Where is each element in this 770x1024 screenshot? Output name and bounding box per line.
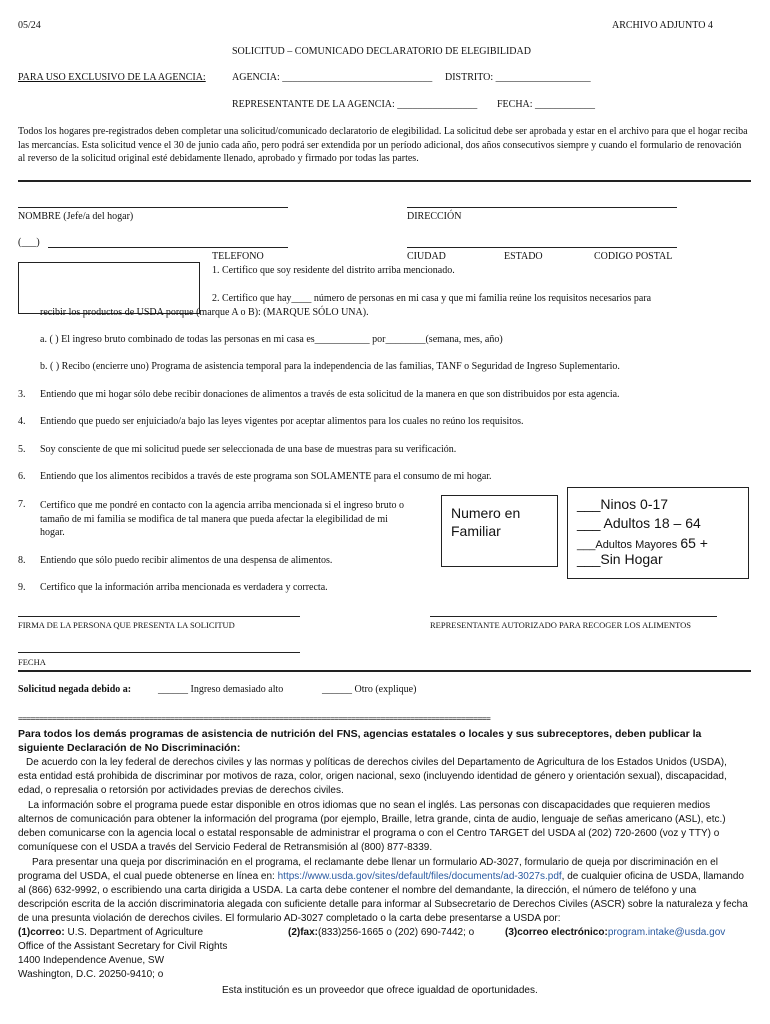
item-8: Entiendo que sólo puedo recibir alimentos de una despensa de alimentos. bbox=[40, 555, 333, 566]
item-7-number: 7. bbox=[18, 499, 26, 510]
date-label: FECHA bbox=[18, 657, 46, 667]
item-4: Entiendo que puedo ser enjuiciado/a bajo las leyes vigentes por aceptar alimentos para los cuales no reúno los requisitos. bbox=[40, 416, 524, 427]
attachment-label: ARCHIVO ADJUNTO 4 bbox=[612, 20, 713, 31]
item-9: Certifico que la información arriba mencionada es verdadera y correcta. bbox=[40, 582, 328, 593]
item-1: 1. Certifico que soy residente del distrito arriba mencionado. bbox=[212, 265, 455, 276]
separator: ================================================================================================================ bbox=[18, 714, 491, 723]
item-5: Soy consciente de que mi solicitud puede ser seleccionada de una base de muestras para su verificación. bbox=[40, 444, 457, 455]
nondiscrimination-heading: Para todos los demás programas de asistencia de nutrición del FNS, agencias estatales o locales y sus subreceptores, deben publicar la siguiente Declaración de No Discriminación: bbox=[18, 728, 702, 754]
item-3: Entiendo que mi hogar sólo debe recibir donaciones de alimentos a través de esta solicitud de la manera en que son distribuidos por esta agencia. bbox=[40, 389, 620, 400]
applicant-signature-line[interactable] bbox=[18, 616, 300, 617]
authorized-rep-label: REPRESENTANTE AUTORIZADO PARA RECOGER LOS ALIMENTOS bbox=[430, 620, 692, 630]
item-6: Entiendo que los alimentos recibidos a través de este programa son SOLAMENTE para el consumo de mi hogar. bbox=[40, 471, 492, 482]
mail-label: (1)correo: bbox=[18, 927, 65, 938]
nondiscrimination-p1: De acuerdo con la ley federal de derechos civiles y las normas y políticas de derechos civiles del Departamento de Agricultura de los Estados Unidos (USDA), esta entidad está prohibida de discriminar por motivos de raza, color, origen nacional, sexo (incluyendo identidad de género y orientación sexual), discapacidad, edad, o represalia o retorsión por actividades previas de derechos civiles. bbox=[18, 757, 727, 796]
children-count[interactable]: ___Ninos 0-17 bbox=[577, 496, 669, 512]
seniors-label: ___Adultos Mayores bbox=[577, 539, 678, 551]
divider bbox=[18, 180, 751, 182]
item-2-continued: recibir los productos de USDA porque (marque A o B): (MARQUE SÓLO UNA). bbox=[40, 307, 369, 318]
item-3-number: 3. bbox=[18, 389, 26, 400]
p3-text-end: , de cualquier oficina de USDA, llamando al (866) 632-9992, o escribiendo una carta dirigida a USDA. La carta debe contener el nombre del demandante, la dirección, el número de teléfono y una descripción escrita de la acción discriminatoria alegada con suficiente detalle para informar al Subsecretario de Derechos Civiles (ASCR) sobre la naturaleza y fecha de una presunta violación de derechos civiles. El formulario AD-3027 completado o la carta debe presentarse a USDA por: bbox=[18, 871, 748, 924]
item-8-number: 8. bbox=[18, 555, 26, 566]
state-label: ESTADO bbox=[504, 251, 543, 262]
phone-area-code[interactable]: (___) bbox=[18, 237, 40, 248]
item-9-number: 9. bbox=[18, 582, 26, 593]
agency-date-field[interactable]: FECHA: ____________ bbox=[497, 99, 596, 110]
agency-use-label: PARA USO EXCLUSIVO DE LA AGENCIA: bbox=[18, 72, 206, 83]
ad-3027-link[interactable]: https://www.usda.gov/sites/default/files/documents/ad-3027s.pdf bbox=[277, 871, 562, 882]
item-4-number: 4. bbox=[18, 416, 26, 427]
email-line bbox=[505, 927, 725, 938]
mail-address-line1: U.S. Department of Agriculture bbox=[64, 927, 204, 938]
family-count-label-line2: Familiar bbox=[451, 523, 501, 539]
seniors-age: 65 + bbox=[680, 535, 708, 551]
equal-opportunity-footer: Esta institución es un proveedor que ofrece igualdad de oportunidades. bbox=[222, 985, 538, 996]
address-label: DIRECCIÓN bbox=[407, 211, 462, 222]
nondiscrimination-p3 bbox=[18, 856, 748, 926]
phone-label: TELEFONO bbox=[212, 251, 264, 262]
item-7: Certifico que me pondré en contacto con la agencia arriba mencionada si el ingreso bruto o tamaño de mi familia se modifica de tal manera que pueda afectar la elegibilidad de mi hogar. bbox=[40, 500, 405, 538]
city-line[interactable] bbox=[407, 247, 677, 248]
mail-address-line4: Washington, D.C. 20250-9410; o bbox=[18, 969, 164, 980]
mail-line1 bbox=[18, 927, 203, 938]
denied-income-option[interactable]: ______ Ingreso demasiado alto bbox=[158, 684, 284, 695]
seniors-count[interactable] bbox=[577, 535, 708, 551]
p3-text-start: Para presentar una queja por discriminación en el programa, el reclamante debe llenar un formulario AD-3027, formulario de queja por discriminación en el programa del USDA, el cual puede obtenerse en línea en: bbox=[18, 857, 718, 882]
city-label: CIUDAD bbox=[407, 251, 446, 262]
email-link[interactable]: program.intake@usda.gov bbox=[607, 927, 726, 938]
fax-label: (2)fax: bbox=[288, 927, 319, 938]
email-label: (3)correo electrónico: bbox=[505, 927, 608, 938]
option-b[interactable]: b. ( ) Recibo (encierre uno) Programa de asistencia temporal para la independencia de las familias, TANF o Seguridad de Ingreso Suplementario. bbox=[40, 361, 620, 372]
mail-address-line2: Office of the Assistant Secretary for Civil Rights bbox=[18, 941, 228, 952]
item-6-number: 6. bbox=[18, 471, 26, 482]
zip-label: CODIGO POSTAL bbox=[594, 251, 673, 262]
authorized-rep-signature-line[interactable] bbox=[430, 616, 717, 617]
item-2: 2. Certifico que hay____ número de personas en mi casa y que mi familia reúne los requisitos necesarios para bbox=[212, 293, 652, 304]
form-date: 05/24 bbox=[18, 20, 41, 31]
agency-representative-field[interactable]: REPRESENTANTE DE LA AGENCIA: ________________ bbox=[232, 99, 478, 110]
name-line[interactable] bbox=[18, 207, 288, 208]
item-5-number: 5. bbox=[18, 444, 26, 455]
fax-line bbox=[288, 927, 474, 938]
adults-count[interactable]: ___ Adultos 18 – 64 bbox=[577, 515, 701, 531]
name-label: NOMBRE (Jefe/a del hogar) bbox=[18, 211, 134, 222]
nondiscrimination-p2: La información sobre el programa puede estar disponible en otros idiomas que no sean el inglés. Las personas con discapacidades que requieren medios alternos de comunicación para obtener la información del programa (por ejemplo, Braille, letra grande, cinta de audio, lenguaje de señas americano (ASL), etc.) deben comunicarse con la agencia local o estatal responsable de administrar el programa o con el Centro TARGET del USDA al (202) 720-2600 (voz y TTY) o comuníquese con el USDA a través del Servicio Federal de Retransmisión al (800) 877-8339. bbox=[18, 800, 726, 853]
date-line[interactable] bbox=[18, 652, 300, 653]
form-title: SOLICITUD – COMUNICADO DECLARATORIO DE ELEGIBILIDAD bbox=[232, 46, 531, 57]
agency-field[interactable]: AGENCIA: ______________________________ bbox=[232, 72, 433, 83]
divider bbox=[18, 670, 751, 672]
intro-paragraph: Todos los hogares pre-registrados deben completar una solicitud/comunicado declaratorio de elegibilidad. La solicitud debe ser aprobada y estar en el archivo para que el hogar reciba las mercancías. Esta solicitud vence el 30 de junio cada año, pero podrá ser extendida por un período adicional, dos años consecutivos siempre y cuando el formulario de renovación al reverso de la solicitud original esté debidamente llenado, aprobado y firmado por todas las partes. bbox=[18, 126, 748, 164]
district-field[interactable]: DISTRITO: ___________________ bbox=[445, 72, 591, 83]
denied-label: Solicitud negada debido a: bbox=[18, 684, 132, 695]
fax-value: (833)256-1665 o (202) 690-7442; o bbox=[318, 927, 475, 938]
phone-line[interactable] bbox=[48, 247, 288, 248]
family-count-label-line1: Numero en bbox=[451, 505, 521, 521]
mail-address-line3: 1400 Independence Avenue, SW bbox=[18, 955, 165, 966]
address-line[interactable] bbox=[407, 207, 677, 208]
applicant-signature-label: FIRMA DE LA PERSONA QUE PRESENTA LA SOLICITUD bbox=[18, 620, 235, 630]
option-a[interactable]: a. ( ) El ingreso bruto combinado de todas las personas en mi casa es___________ por________(semana, mes, año) bbox=[40, 334, 503, 345]
denied-other-option[interactable]: ______ Otro (explique) bbox=[322, 684, 417, 695]
homeless-count[interactable]: ___Sin Hogar bbox=[577, 551, 663, 567]
